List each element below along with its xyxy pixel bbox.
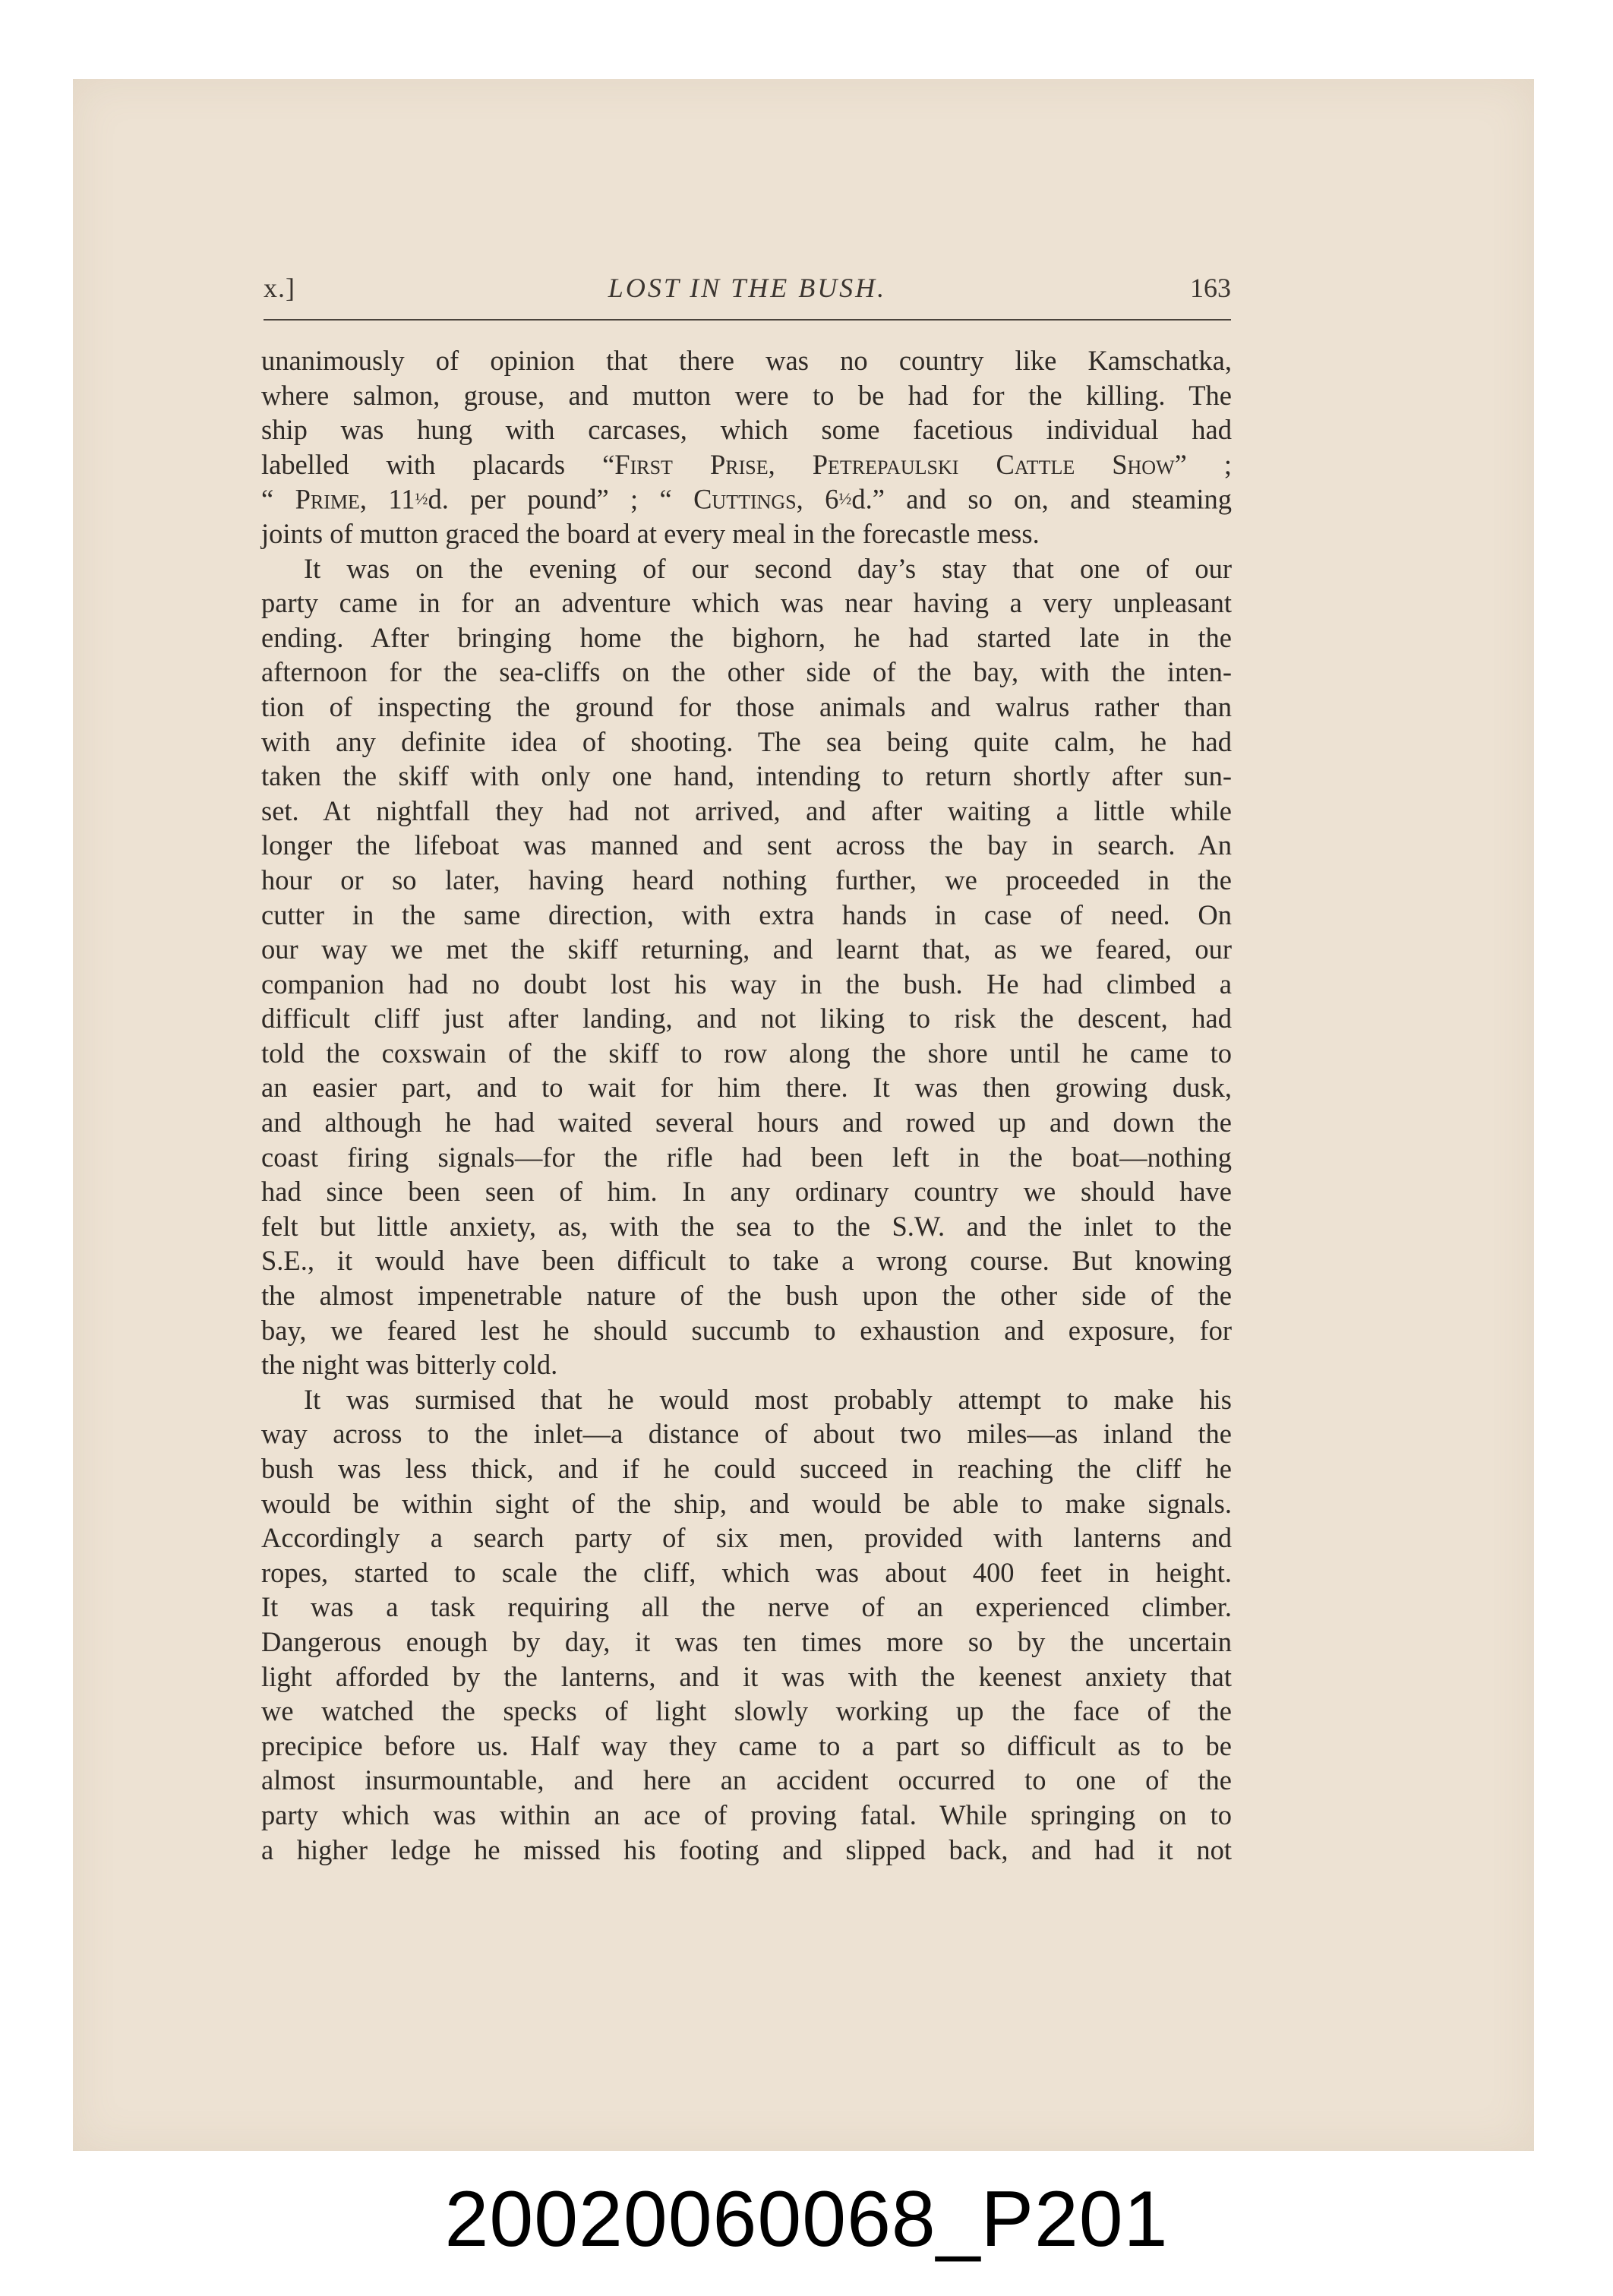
text-line: companion had no doubt lost his way in the bush. He had climbed a <box>261 968 1232 1000</box>
small-caps-text: Cuttings <box>693 484 797 516</box>
text-run: d. per pound” ; “ <box>428 484 694 516</box>
text-line <box>261 447 1232 482</box>
text-line: where salmon, grouse, and mutton were to be had for the killing. The <box>261 379 1232 411</box>
text-run: “ <box>261 484 295 516</box>
text-line: set. At nightfall they had not arrived, and after waiting a little while <box>261 794 1232 826</box>
small-caps-text: First Prise, Petrepaulski Cattle Show <box>614 448 1175 480</box>
small-caps-text: Prime <box>295 484 360 516</box>
text-line: unanimously of opinion that there was no country like Kamschatka, <box>261 345 1232 376</box>
page-number: 163 <box>1190 273 1231 303</box>
text-line: taken the skiff with only one hand, intending to return shortly after sun- <box>261 760 1232 792</box>
text-line: ending. After bringing home the bighorn, he had started late in the <box>261 621 1232 653</box>
text-line: felt but little anxiety, as, with the sea to the S.W. and the inlet to the <box>261 1210 1232 1242</box>
text-run: , 6 <box>796 484 839 516</box>
text-line: joints of mutton graced the board at every meal in the forecastle mess. <box>261 517 1040 549</box>
text-line: S.E., it would have been difficult to take a wrong course. But knowing <box>261 1245 1232 1277</box>
text-line: longer the lifeboat was manned and sent across the bay in search. An <box>261 829 1232 861</box>
text-line: Accordingly a search party of six men, provided with lanterns and <box>261 1522 1232 1554</box>
text-line: way across to the inlet—a distance of about two miles—as inland the <box>261 1418 1232 1450</box>
fraction-glyph: ½ <box>415 489 428 509</box>
text-line: almost insurmountable, and here an accident occurred to one of the <box>261 1764 1232 1796</box>
text-line: ropes, started to scale the cliff, which was about 400 feet in height. <box>261 1556 1232 1588</box>
text-line: had since been seen of him. In any ordinary country we should have <box>261 1176 1232 1208</box>
text-line: and although he had waited several hours and rowed up and down the <box>261 1107 1232 1139</box>
text-line: the almost impenetrable nature of the bush upon the other side of the <box>261 1280 1232 1312</box>
text-line: would be within sight of the ship, and would be able to make signals. <box>261 1487 1232 1519</box>
text-line: with any definite idea of shooting. The sea being quite calm, he had <box>261 725 1232 757</box>
text-line: difficult cliff just after landing, and not liking to risk the descent, had <box>261 1003 1232 1034</box>
text-line: Dangerous enough by day, it was ten times more so by the uncertain <box>261 1625 1232 1657</box>
text-line: party which was within an ace of proving fatal. While springing on to <box>261 1799 1232 1830</box>
text-run: labelled with placards “ <box>261 448 615 480</box>
text-line <box>261 482 1232 516</box>
text-run: d.” and so on, and steaming <box>851 484 1233 516</box>
text-line: light afforded by the lanterns, and it was with the keenest anxiety that <box>261 1660 1232 1692</box>
text-line: precipice before us. Half way they came to a part so difficult as to be <box>261 1729 1232 1761</box>
text-line: bay, we feared lest he should succumb to exhaustion and exposure, for <box>261 1314 1232 1346</box>
header-rule <box>264 319 1231 321</box>
text-line: we watched the specks of light slowly working up the face of the <box>261 1695 1232 1727</box>
running-head <box>264 272 1231 317</box>
text-line: hour or so later, having heard nothing further, we proceeded in the <box>261 864 1232 895</box>
catalog-id: 20020060068_P201 <box>444 2175 1169 2263</box>
body-text <box>261 343 1232 1867</box>
text-line: It was on the evening of our second day’s stay that one of our <box>304 552 1232 584</box>
text-line: the night was bitterly cold. <box>261 1349 558 1381</box>
text-line: bush was less thick, and if he could succeed in reaching the cliff he <box>261 1453 1232 1484</box>
text-line: our way we met the skiff returning, and learnt that, as we feared, our <box>261 933 1232 965</box>
text-line: It was surmised that he would most probably attempt to make his <box>304 1383 1232 1415</box>
text-run: , 11 <box>359 484 415 516</box>
text-line: afternoon for the sea-cliffs on the other side of the bay, with the inten- <box>261 656 1232 688</box>
text-line: ship was hung with carcases, which some facetious individual had <box>261 414 1232 446</box>
text-line: told the coxswain of the skiff to row along the shore until he came to <box>261 1037 1232 1069</box>
text-line: party came in for an adventure which was near having a very unpleasant <box>261 587 1232 619</box>
chapter-marker: x.] <box>264 273 295 303</box>
running-title: LOST IN THE BUSH. <box>608 273 887 303</box>
text-line: a higher ledge he missed his footing and slipped back, and had it not <box>261 1833 1232 1865</box>
fraction-glyph: ½ <box>838 489 852 509</box>
text-line: tion of inspecting the ground for those animals and walrus rather than <box>261 690 1232 722</box>
text-line: an easier part, and to wait for him there. It was then growing dusk, <box>261 1072 1232 1104</box>
text-line: cutter in the same direction, with extra hands in case of need. On <box>261 899 1232 930</box>
text-run: ” ; <box>1174 448 1232 480</box>
text-line: It was a task requiring all the nerve of an experienced climber. <box>261 1591 1232 1623</box>
text-line: coast firing signals—for the rifle had been left in the boat—nothing <box>261 1141 1232 1173</box>
